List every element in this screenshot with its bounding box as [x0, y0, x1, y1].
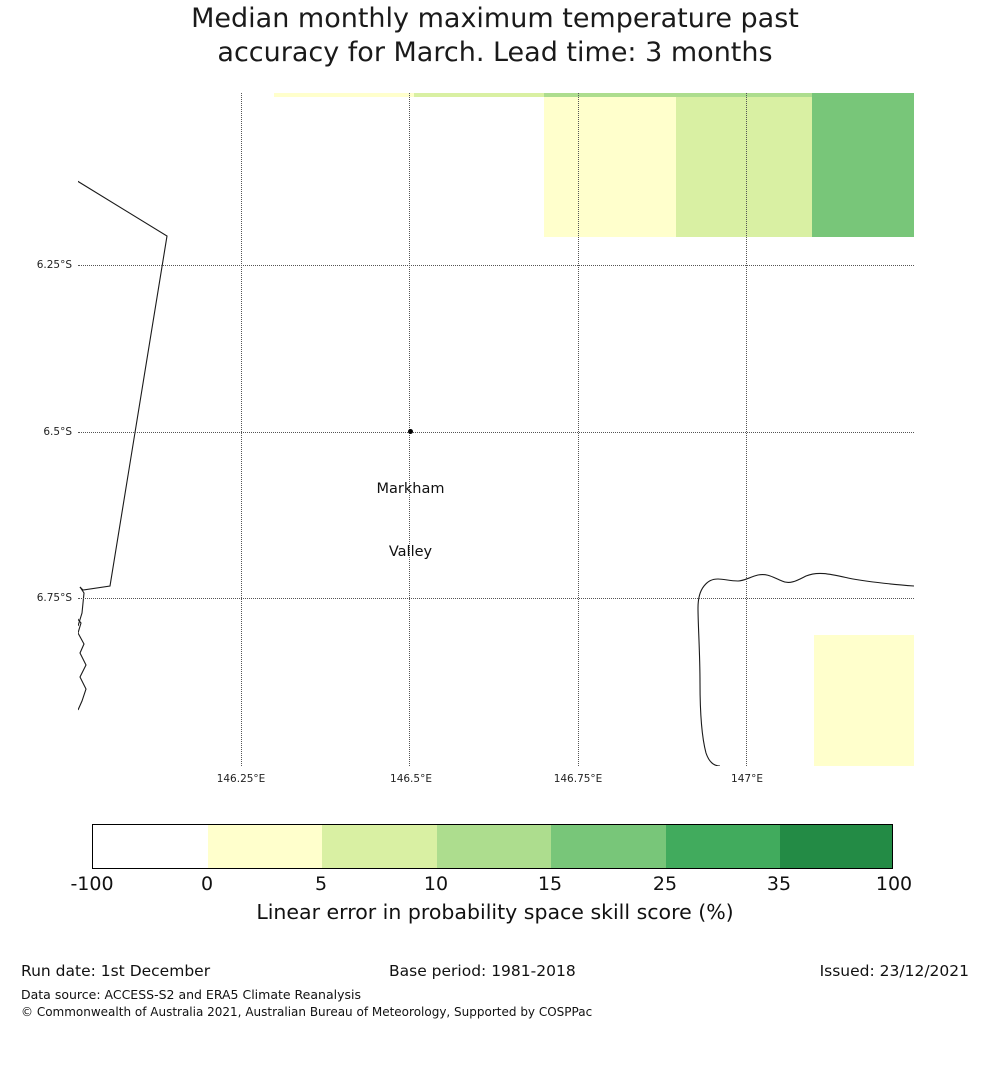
colorbar-segment: [208, 825, 323, 868]
title-line-1: Median monthly maximum temperature past: [191, 3, 799, 34]
station-marker-dot: [408, 429, 413, 434]
footer-issued-date: Issued: 23/12/2021: [819, 962, 969, 980]
colorbar-tick-label: 5: [314, 873, 328, 895]
skill-cell: [274, 93, 414, 97]
y-axis-tick-label: 6.5°S: [43, 426, 72, 438]
skill-cell: [676, 97, 812, 237]
skill-cell: [812, 97, 914, 237]
colorbar-segment: [93, 825, 208, 868]
colorbar-tick-label: 35: [766, 873, 792, 895]
colorbar-tick-label: 15: [537, 873, 563, 895]
colorbar-segment: [780, 825, 892, 868]
colorbar-tick-label: 100: [875, 873, 913, 895]
colorbar-tick-label: 25: [652, 873, 678, 895]
x-axis-tick-label: 146.5°E: [390, 773, 432, 785]
gridline-horizontal: [78, 265, 914, 266]
gridline-horizontal: [78, 598, 914, 599]
title-line-2: accuracy for March. Lead time: 3 months: [217, 37, 773, 68]
colorbar-tick-label: 10: [423, 873, 449, 895]
colorbar-segment: [666, 825, 781, 868]
station-label-line-1: Markham: [376, 481, 445, 497]
footer-run-date: Run date: 1st December: [21, 962, 211, 980]
footer-data-source: Data source: ACCESS-S2 and ERA5 Climate Reanalysis: [21, 987, 361, 1002]
skill-cell: [814, 635, 914, 766]
x-axis-tick-label: 146.25°E: [216, 773, 266, 785]
x-axis-tick-label: 146.75°E: [553, 773, 603, 785]
colorbar-tick-label: -100: [70, 873, 114, 895]
gridline-vertical: [241, 93, 242, 766]
footer-copyright: © Commonwealth of Australia 2021, Australian Bureau of Meteorology, Supported by COSPPac: [21, 1005, 593, 1019]
x-axis-tick-label: 147°E: [731, 773, 763, 785]
station-label-line-2: Valley: [388, 544, 433, 560]
skill-cell: [414, 93, 544, 97]
footer-base-period: Base period: 1981-2018: [389, 962, 576, 980]
y-axis-tick-label: 6.25°S: [36, 259, 72, 271]
skill-cell: [544, 97, 676, 237]
colorbar: [92, 824, 893, 869]
y-axis-tick-label: 6.75°S: [36, 592, 72, 604]
map-plot-area: [78, 93, 914, 766]
station-label: [328, 437, 493, 605]
colorbar-segment: [551, 825, 666, 868]
gridline-vertical: [746, 93, 747, 766]
page-title: [0, 0, 990, 70]
colorbar-tick-label: 0: [200, 873, 214, 895]
colorbar-segment: [437, 825, 552, 868]
footer-primary-row: [0, 962, 990, 982]
gridline-horizontal: [78, 432, 914, 433]
gridline-vertical: [578, 93, 579, 766]
colorbar-segment: [322, 825, 437, 868]
colorbar-title: Linear error in probability space skill score (%): [256, 900, 734, 924]
